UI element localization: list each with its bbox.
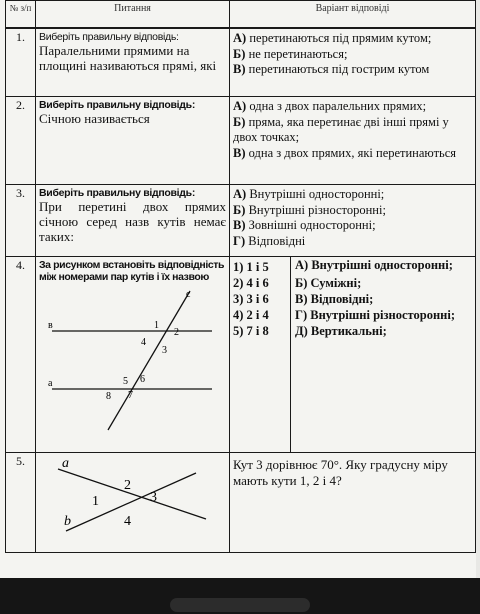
question-cell <box>36 453 230 553</box>
question-number: 4. <box>6 257 36 453</box>
figure-label: 4 <box>124 514 131 529</box>
question-instruction: Виберіть правильну відповідь: <box>39 187 196 199</box>
question-instruction: За рисунком встановіть відповідність між номерами пар кутів і їх назвою <box>39 259 225 283</box>
question-row-3 <box>6 185 476 257</box>
answer-option[interactable]: Б) пряма, яка перетинає дві інші прямі у двох точках; <box>233 114 449 144</box>
question-text: При перетині двох прямих січною серед назв кутів немає таких: <box>39 199 226 244</box>
figure-label: 7 <box>128 390 133 401</box>
question-row-1 <box>6 29 476 97</box>
figure-label: c <box>186 289 191 300</box>
figure-label: 1 <box>154 320 159 331</box>
figure-label: 6 <box>140 374 145 385</box>
answer-options <box>230 185 476 257</box>
question-cell <box>36 97 230 185</box>
question-cell <box>36 185 230 257</box>
figure-label: a <box>62 456 69 471</box>
question-instruction: Виберіть правильну відповідь: <box>39 31 179 43</box>
question-number: 3. <box>6 185 36 257</box>
pair-left[interactable]: 5) 7 і 8 <box>230 323 291 339</box>
answer-options <box>230 29 476 97</box>
figure-label: 2 <box>174 327 179 338</box>
figure-label: 8 <box>106 391 111 402</box>
header-num: № з/п <box>6 1 36 28</box>
figure-label: 1 <box>92 494 99 509</box>
question-cell <box>36 257 230 453</box>
pair-spacer <box>230 339 291 452</box>
figure-label: b <box>64 514 71 529</box>
pair-right[interactable]: А) Внутрішні односторонні; <box>295 258 453 272</box>
question-cell <box>36 29 230 97</box>
answer-option[interactable]: В) одна з двох прямих, які перетинаються <box>233 145 457 160</box>
question-text: Кут 3 дорівнює 70°. Яку градусну міру мають кути 1, 2 і 4? <box>230 453 476 553</box>
parallel-lines-figure <box>36 285 228 435</box>
answer-option[interactable]: Б) Внутрішні різносторонні; <box>233 202 386 217</box>
pair-spacer <box>291 339 476 452</box>
header-answer: Варіант відповіді <box>230 1 476 28</box>
pair-left[interactable]: 2) 4 і 6 <box>230 275 291 291</box>
answer-option[interactable]: А) одна з двох паралельних прямих; <box>233 99 427 113</box>
question-row-2 <box>6 97 476 185</box>
pair-left[interactable]: 1) 1 і 5 <box>230 257 291 275</box>
header-question: Питання <box>36 1 230 28</box>
home-indicator <box>170 598 310 612</box>
figure-label: в <box>48 320 53 331</box>
question-text: Паралельними прямими на площині називаються прямі, які <box>39 43 217 73</box>
pair-right[interactable]: В) Відповідні; <box>295 292 374 306</box>
question-number: 2. <box>6 97 36 185</box>
pair-left[interactable]: 3) 3 і 6 <box>230 291 291 307</box>
answer-option[interactable]: А) перетинаються під прямим кутом; <box>233 31 432 45</box>
pairs-table <box>230 257 475 452</box>
intersecting-lines-figure <box>36 453 228 549</box>
pair-right[interactable]: Д) Вертикальні; <box>295 324 387 338</box>
matching-pairs <box>230 257 476 453</box>
figure-label: 5 <box>123 376 128 387</box>
figure-label: 3 <box>162 345 167 356</box>
figure-label: 2 <box>124 478 131 493</box>
answer-option[interactable]: А) Внутрішні односторонні; <box>233 187 385 201</box>
question-row-4 <box>6 257 476 453</box>
answer-option[interactable]: Г) Відповідні <box>233 233 306 248</box>
question-number: 1. <box>6 29 36 97</box>
figure-label: 4 <box>141 337 146 348</box>
figure-label: a <box>48 378 53 389</box>
question-row-5 <box>6 453 476 553</box>
answer-option[interactable]: Б) не перетинаються; <box>233 46 348 61</box>
answer-options <box>230 97 476 185</box>
pair-right[interactable]: Г) Внутрішні різносторонні; <box>295 308 456 322</box>
answer-option[interactable]: В) перетинаються під гострим кутом <box>233 62 430 76</box>
answer-option[interactable]: В) Зовнішні односторонні; <box>233 218 376 232</box>
question-number: 5. <box>6 453 36 553</box>
question-text: Січною називається <box>39 111 150 126</box>
page-edge <box>476 0 480 578</box>
pair-right[interactable]: Б) Суміжні; <box>295 276 362 290</box>
question-instruction: Виберіть правильну відповідь: <box>39 99 196 111</box>
questions-table <box>5 28 476 553</box>
table-header <box>5 0 476 28</box>
figure-label: 3 <box>150 490 157 505</box>
pair-left[interactable]: 4) 2 і 4 <box>230 307 291 323</box>
